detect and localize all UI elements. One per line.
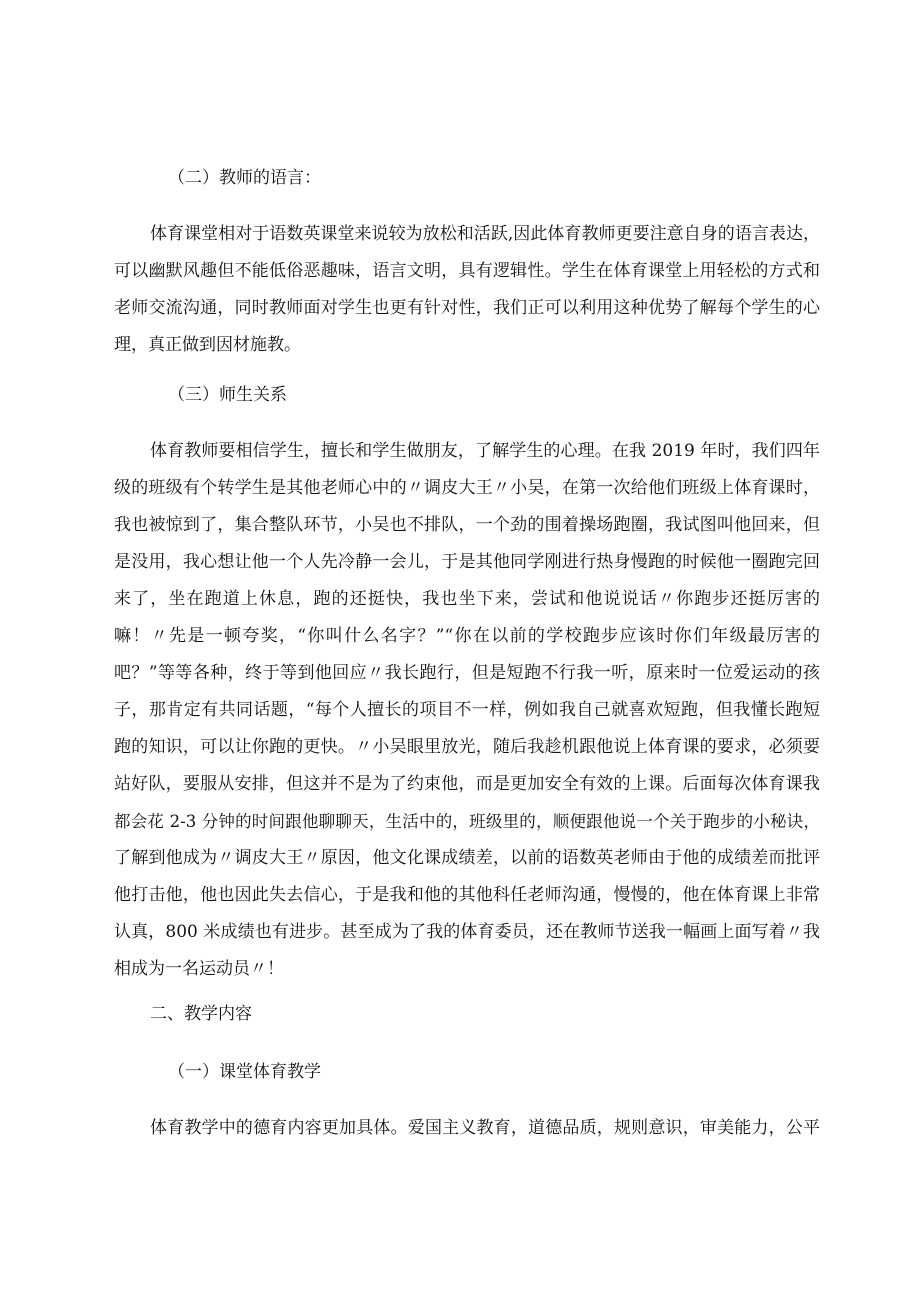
- paragraph-classroom-pe: [114, 1110, 820, 1147]
- paragraph-line: 站好队，要服从安排，但这并不是为了约束他，而是更加安全有效的上课。后面每次体育课我: [114, 774, 820, 794]
- paragraph-line: 可以幽默风趣但不能低俗恶趣味，语言文明，具有逻辑性。学生在体育课堂上用轻松的方式和: [114, 261, 820, 281]
- section-heading-teaching-content: 二、教学内容: [150, 1004, 252, 1024]
- section-heading-teacher-student: （三）师生关系: [168, 385, 287, 405]
- paragraph-line: 认真，800 米成绩也有进步。甚至成为了我的体育委员，还在教师节送我一幅画上面写着〃我: [114, 922, 820, 942]
- paragraph-teacher-language: [114, 216, 820, 364]
- paragraph-line: 子，那肯定有共同话题，“每个人擅长的项目不一样，例如我自己就喜欢短跑，但我懂长跑短: [114, 700, 820, 720]
- paragraph-line: 体育课堂相对于语数英课堂来说较为放松和活跃,因此体育教师更要注意自身的语言表达，: [150, 224, 820, 244]
- paragraph-line: 理，真正做到因材施教。: [114, 335, 301, 355]
- paragraph-line: 吧？”等等各种，终于等到他回应〃我长跑行，但是短跑不行我一听，原来时一位爱运动的孩: [114, 663, 820, 683]
- paragraph-line: 来了，坐在跑道上休息，跑的还挺快，我也坐下来，尝试和他说说话〃你跑步还挺厉害的: [114, 589, 820, 609]
- paragraph-line: 是没用，我心想让他一个人先冷静一会儿，于是其他同学刚进行热身慢跑的时候他一圈跑完回: [114, 552, 820, 572]
- paragraph-line: 他打击他，他也因此失去信心，于是我和他的其他科任老师沟通，慢慢的，他在体育课上非常: [114, 885, 820, 905]
- paragraph-line: 级的班级有个转学生是其他老师心中的〃调皮大王〃小吴，在第一次给他们班级上体育课时，: [114, 478, 820, 498]
- paragraph-teacher-student: [114, 433, 820, 988]
- paragraph-line: 都会花 2-3 分钟的时间跟他聊聊天，生活中的，班级里的，顺便跟他说一个关于跑步的小秘诀，: [114, 812, 820, 831]
- section-heading-teacher-language: （二）教师的语言：: [168, 168, 321, 188]
- paragraph-line: 我也被惊到了，集合整队环节，小吴也不排队，一个劲的围着操场跑圈，我试图叫他回来，但: [114, 515, 820, 535]
- paragraph-line: 体育教学中的德育内容更加具体。爱国主义教育，道德品质，规则意识，审美能力，公平: [150, 1118, 820, 1138]
- section-heading-classroom-pe: （一）课堂体育教学: [168, 1062, 321, 1082]
- paragraph-line: 老师交流沟通，同时教师面对学生也更有针对性，我们正可以利用这种优势了解每个学生的心: [114, 298, 820, 318]
- paragraph-line: 体育教师要相信学生，擅长和学生做朋友，了解学生的心理。在我 2019 年时，我们四年: [150, 441, 820, 461]
- paragraph-line: 了解到他成为〃调皮大王〃原因，他文化课成绩差，以前的语数英老师由于他的成绩差而批评: [114, 848, 820, 868]
- paragraph-line: 嘛！〃先是一顿夸奖，“你叫什么名字？”“你在以前的学校跑步应该时你们年级最厉害的: [114, 626, 820, 646]
- paragraph-line: 相成为一名运动员〃！: [114, 959, 284, 979]
- paragraph-line: 跑的知识，可以让你跑的更快。〃小吴眼里放光，随后我趁机跟他说上体育课的要求，必须要: [114, 737, 820, 757]
